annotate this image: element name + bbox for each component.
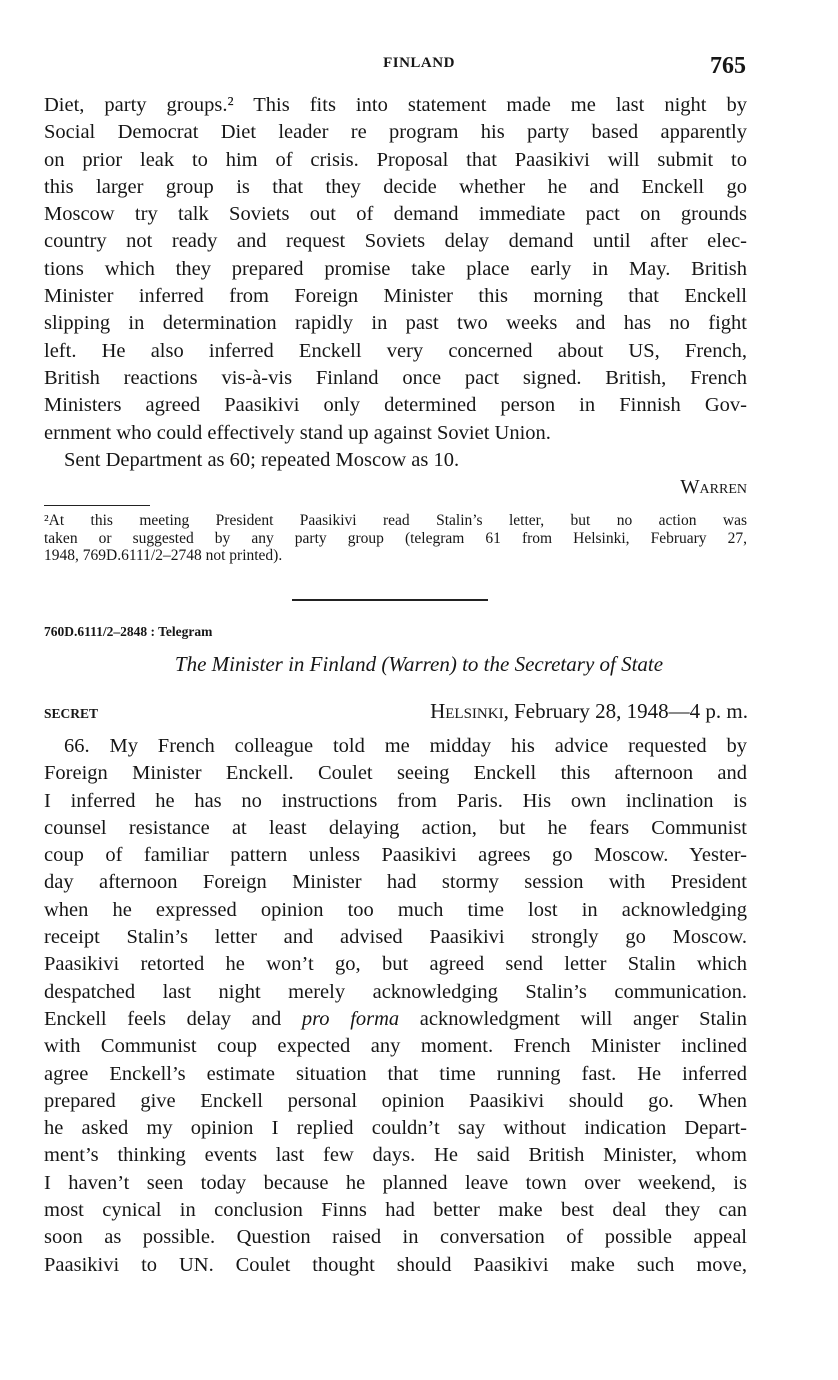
text-line: counsel resistance at least delaying action, but he fears Communist bbox=[44, 816, 747, 839]
classification-label: SECRET bbox=[44, 706, 99, 721]
italic-phrase: pro forma bbox=[301, 1007, 400, 1030]
text-line: this larger group is that they decide whether he and Enckell go bbox=[44, 175, 747, 198]
footnote-rule bbox=[44, 505, 150, 506]
text-line: on prior leak to him of crisis. Proposal that Paasikivi will submit to bbox=[44, 148, 747, 171]
text-line: ment’s thinking events last few days. He said British Minister, whom bbox=[44, 1144, 747, 1167]
telegram-body bbox=[44, 733, 747, 1279]
text-line: he asked my opinion I replied couldn’t say without indication Depart- bbox=[44, 1117, 747, 1140]
signature: Warren bbox=[680, 476, 747, 499]
text-line: when he expressed opinion too much time lost in acknowledging bbox=[44, 898, 747, 921]
text-line: left. He also inferred Enckell very concerned about US, French, bbox=[44, 339, 747, 362]
section-divider bbox=[292, 599, 488, 601]
text-line: day afternoon Foreign Minister had stormy session with President bbox=[44, 871, 747, 894]
text-line: Social Democrat Diet leader re program his party based apparently bbox=[44, 121, 747, 144]
footnote-line: ²At this meeting President Paasikivi read Stalin’s letter, but no action was bbox=[44, 512, 747, 529]
dateline-date: , February 28, 1948—4 p. m. bbox=[503, 699, 748, 723]
telegram-continuation bbox=[44, 92, 747, 501]
text-line: Minister inferred from Foreign Minister this morning that Enckell bbox=[44, 285, 747, 308]
footnote-line: 1948, 769D.6111/2–2748 not printed). bbox=[44, 547, 283, 564]
sent-line: Sent Department as 60; repeated Moscow as 10. bbox=[64, 448, 460, 471]
text-line: Moscow try talk Soviets out of demand immediate pact on grounds bbox=[44, 203, 747, 226]
text-line: British reactions vis-à-vis Finland once pact signed. British, French bbox=[44, 366, 747, 389]
text-line: Paasikivi to UN. Coulet thought should Paasikivi make such move, bbox=[44, 1253, 747, 1276]
footnote bbox=[44, 512, 747, 565]
text-line: 66. My French colleague told me midday his advice requested by bbox=[64, 735, 747, 757]
text-line: I inferred he has no instructions from Paris. His own inclination is bbox=[44, 789, 747, 812]
running-header: FINLAND bbox=[383, 55, 455, 71]
document-heading: The Minister in Finland (Warren) to the Secretary of State bbox=[174, 652, 664, 676]
text-line: despatched last night merely acknowledging Stalin’s communication. bbox=[44, 980, 747, 1003]
text-line: tions which they prepared promise take place early in May. British bbox=[44, 257, 747, 280]
text-line: country not ready and request Soviets delay demand until after elec- bbox=[44, 230, 747, 253]
text-line: with Communist coup expected any moment. French Minister inclined bbox=[44, 1035, 747, 1058]
text-line: I haven’t seen today because he planned leave town over weekend, is bbox=[44, 1171, 747, 1194]
text-line: Ministers agreed Paasikivi only determined person in Finnish Gov- bbox=[44, 394, 747, 417]
text-line: receipt Stalin’s letter and advised Paasikivi strongly go Moscow. bbox=[44, 926, 747, 949]
text-line: soon as possible. Question raised in conversation of possible appeal bbox=[44, 1226, 747, 1249]
text-line-with-italic: Enckell feels delay and pro forma acknowledgment will anger Stalin bbox=[44, 1007, 747, 1030]
dateline-place: Helsinki bbox=[430, 699, 504, 723]
text-line: prepared give Enckell personal opinion Paasikivi should go. When bbox=[44, 1089, 747, 1112]
text-line: ernment who could effectively stand up against Soviet Union. bbox=[44, 421, 551, 444]
footnote-line: taken or suggested by any party group (telegram 61 from Helsinki, February 27, bbox=[44, 529, 747, 547]
document-file-number: 760D.6111/2–2848 : Telegram bbox=[44, 624, 213, 639]
page-number: 765 bbox=[710, 53, 746, 79]
text-line: most cynical in conclusion Finns had better make best deal they can bbox=[44, 1199, 747, 1222]
text-line: Foreign Minister Enckell. Coulet seeing Enckell this afternoon and bbox=[44, 762, 747, 785]
text-line: slipping in determination rapidly in past two weeks and has no fight bbox=[44, 312, 747, 335]
text-line: coup of familiar pattern unless Paasikivi agrees go Moscow. Yester- bbox=[44, 844, 747, 867]
dateline bbox=[430, 699, 748, 724]
text-line: agree Enckell’s estimate situation that time running fast. He inferred bbox=[44, 1062, 747, 1085]
text-line: Diet, party groups.² This fits into statement made me last night by bbox=[44, 94, 747, 116]
text-line: Paasikivi retorted he won’t go, but agreed send letter Stalin which bbox=[44, 953, 747, 976]
